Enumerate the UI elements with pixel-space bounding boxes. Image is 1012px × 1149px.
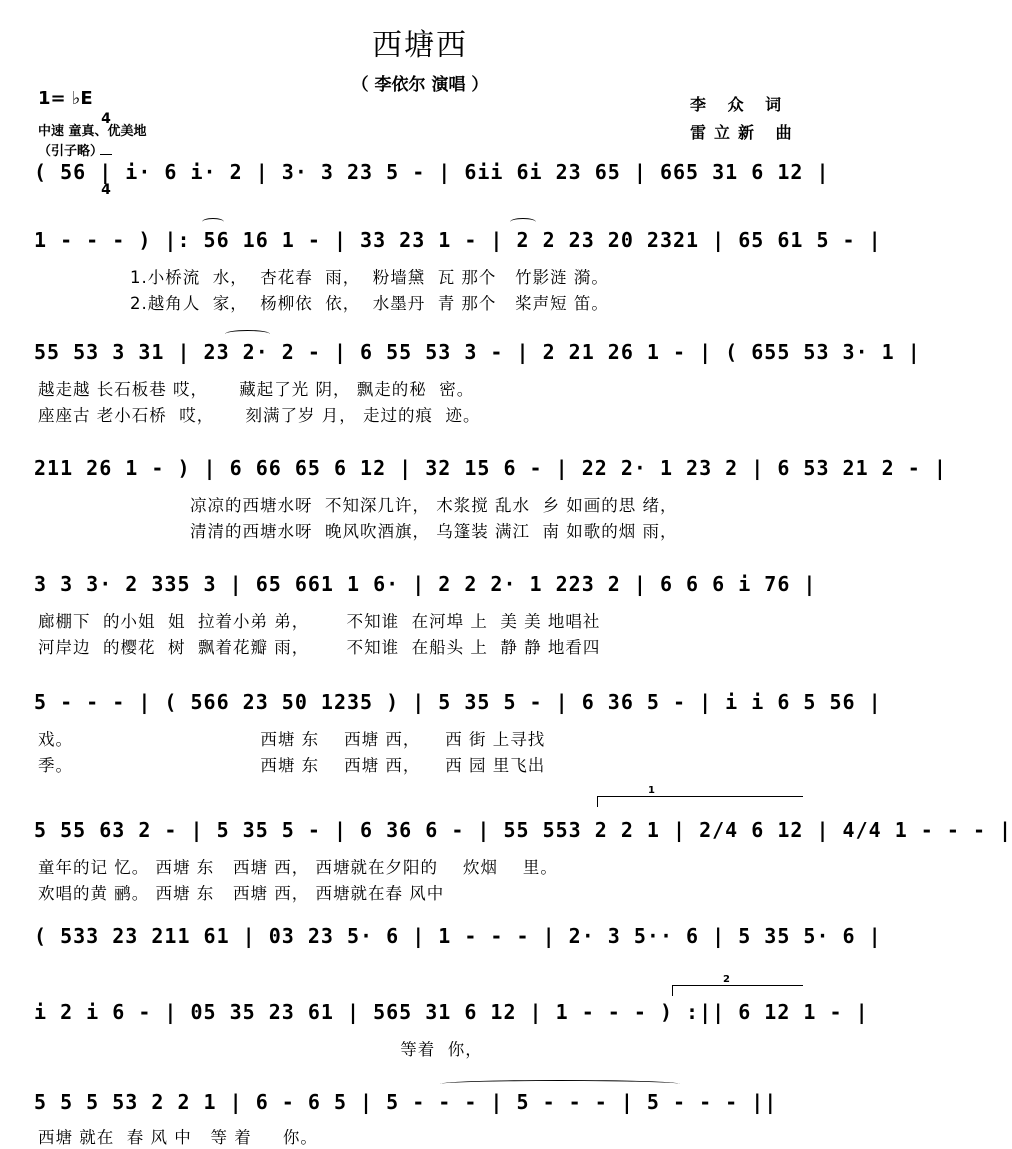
volta-bracket-2	[672, 974, 803, 996]
lyric-verse-2: 河岸边 的樱花 树 飘着花瓣 雨， 不知谁 在船头 上 静 静 地看四	[38, 638, 601, 657]
lyric-verse-2: 2.越角人 家， 杨柳依 依， 水墨丹 青 那个 桨声短 笛。	[130, 294, 609, 313]
notation-row-10: 5 5 5 53 2 2 1 | 6 - 6 5 | 5 - - - | 5 - - - | 5 - - - ||	[34, 1090, 778, 1114]
lyric-verse-2: 座座古 老小石桥 哎， 刻满了岁 月， 走过的痕 迹。	[38, 406, 481, 425]
slur-mark	[510, 218, 536, 226]
slur-mark	[225, 330, 270, 338]
composer-credit: 雷立新 曲	[690, 123, 800, 142]
lyric-verse-2: 清清的西塘水呀 晚风吹酒旗， 乌篷装 满江 南 如歌的烟 雨，	[190, 522, 678, 541]
key-signature: 1= ♭E	[38, 88, 93, 109]
volta-number: 1	[648, 785, 655, 796]
song-title: 西塘西	[372, 28, 468, 63]
lyric-verse-1: 越走越 长石板巷 哎， 藏起了光 阴， 飘走的秘 密。	[38, 380, 475, 399]
lyric-line: 西塘 就在 春 风 中 等 着 你。	[38, 1128, 318, 1147]
notation-row-5: 3 3 3· 2 335 3 | 65 661 1 6· | 2 2 2· 1 223 2 | 6 6 6 i 76 |	[34, 572, 817, 596]
notation-row-3: 55 53 3 31 | 23 2· 2 - | 6 55 53 3 - | 2 21 26 1 - | ( 655 53 3· 1 |	[34, 340, 921, 364]
notation-row-2: 1 - - - ) |: 56 16 1 - | 33 23 1 - | 2 2 23 20 2321 | 65 61 5 - |	[34, 228, 882, 252]
notation-row-8: ( 533 23 211 61 | 03 23 5· 6 | 1 - - - | 2· 3 5·· 6 | 5 35 5· 6 |	[34, 924, 882, 948]
intro-note: （引子略）	[38, 144, 104, 159]
lyric-verse-2: 季。 西塘 东 西塘 西， 西 园 里飞出	[38, 756, 546, 775]
lyric-verse-1: 凉凉的西塘水呀 不知深几许， 木浆搅 乱水 乡 如画的思 绪，	[190, 496, 678, 515]
lyric-verse-1: 廊棚下 的小姐 姐 拉着小弟 弟， 不知谁 在河埠 上 美 美 地唱社	[38, 612, 601, 631]
notation-row-6: 5 - - - | ( 566 23 50 1235 ) | 5 35 5 - | 6 36 5 - | i i 6 5 56 |	[34, 690, 882, 714]
performer-line: （ 李依尔 演唱 ）	[351, 75, 489, 95]
lyricist-credit: 李 众 词	[690, 95, 790, 114]
tie-mark	[440, 1080, 680, 1088]
lyric-line: 等着 你，	[38, 1040, 483, 1059]
notation-row-9: i 2 i 6 - | 05 35 23 61 | 565 31 6 12 | 1 - - - ) :|| 6 12 1 - |	[34, 1000, 869, 1024]
time-top: 4	[101, 111, 111, 127]
lyric-verse-1: 戏。 西塘 东 西塘 西， 西 街 上寻找	[38, 730, 546, 749]
tempo-marking: 中速 童真、优美地	[38, 124, 147, 139]
lyric-verse-2: 欢唱的黄 鹂。 西塘 东 西塘 西， 西塘就在春 风中	[38, 884, 445, 903]
notation-row-7: 5 55 63 2 - | 5 35 5 - | 6 36 6 - | 55 553 2 2 1 | 2/4 6 12 | 4/4 1 - - - |	[34, 818, 1012, 842]
lyric-verse-1: 童年的记 忆。 西塘 东 西塘 西， 西塘就在夕阳的 炊烟 里。	[38, 858, 558, 877]
notation-row-4: 211 26 1 - ) | 6 66 65 6 12 | 32 15 6 - | 22 2· 1 23 2 | 6 53 21 2 - |	[34, 456, 947, 480]
volta-number: 2	[723, 974, 730, 985]
lyric-verse-1: 1.小桥流 水， 杏花春 雨， 粉墙黛 瓦 那个 竹影涟 漪。	[130, 268, 609, 287]
notation-row-1: ( 56 | i· 6 i· 2 | 3· 3 23 5 - | 6ii 6i 23 65 | 665 31 6 12 |	[34, 160, 830, 184]
volta-bracket-1	[597, 785, 803, 807]
slur-mark	[202, 218, 224, 226]
time-bottom: 4	[101, 182, 111, 198]
